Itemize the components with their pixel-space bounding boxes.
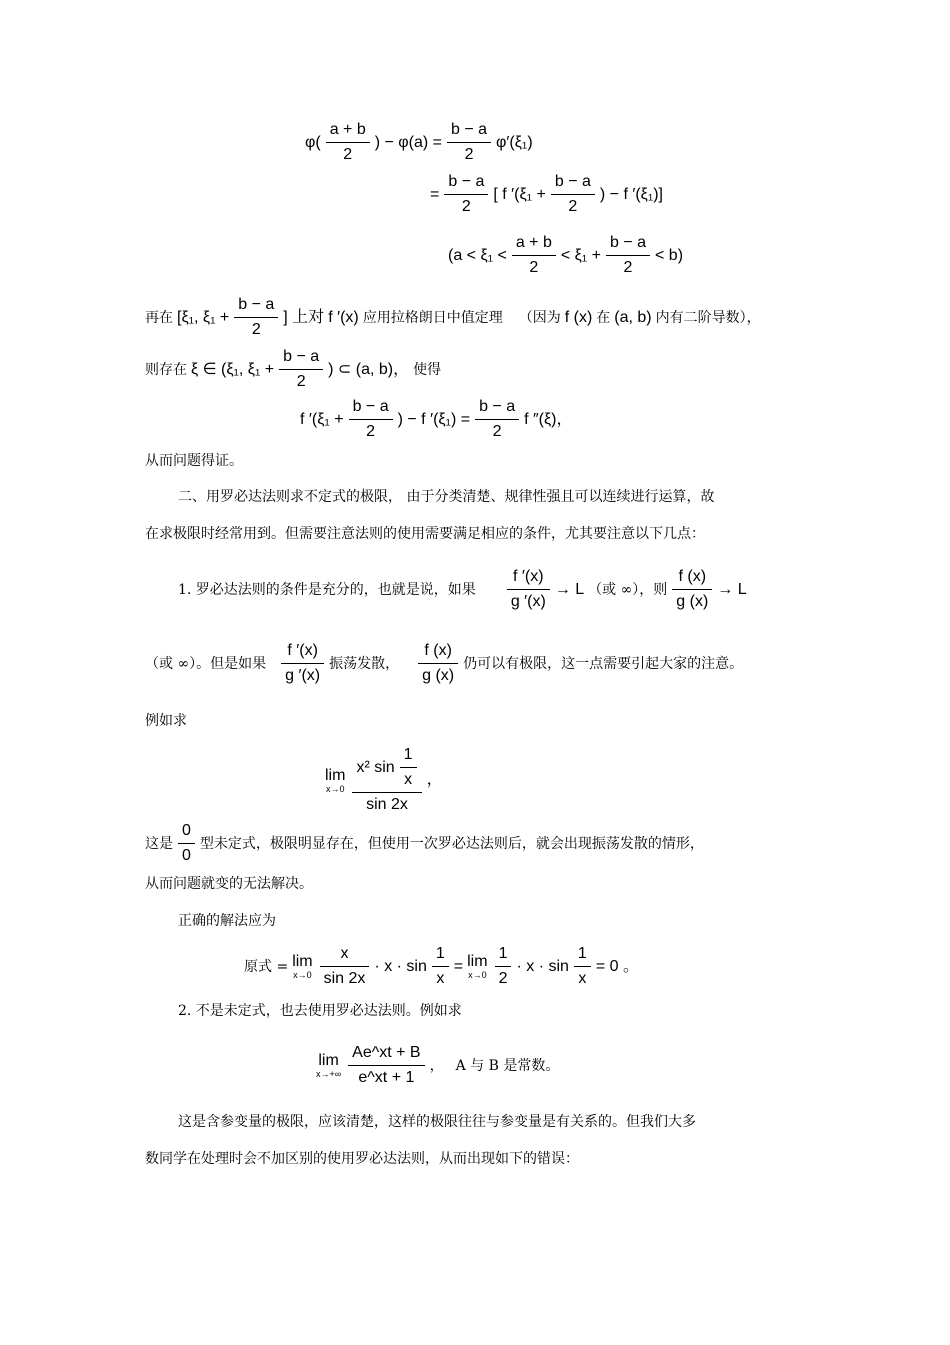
fraction [434, 944, 447, 989]
fraction [576, 944, 589, 989]
text: 型未定式，极限明显存在，但使用一次罗必达法则后，就会出现振荡发散的情形， [199, 835, 704, 852]
text: 仍可以有极限，这一点需要引起大家的注意。 [463, 655, 744, 672]
eq1-lhs: φ( [305, 133, 321, 151]
paragraph-proved: 从而问题得证。 [145, 453, 243, 469]
eq3-a: (a < ξ₁ < [448, 246, 507, 264]
limit [325, 767, 345, 794]
denominator: 2 [279, 369, 323, 392]
denominator: 2 [512, 255, 556, 278]
lim-label: lim [325, 766, 346, 784]
math: f ′(x) [328, 308, 359, 326]
denominator: 2 [326, 142, 370, 165]
item-1 [178, 567, 747, 612]
numerator: b − a [609, 234, 647, 251]
fraction [283, 641, 322, 686]
lim-label: lim [318, 1052, 339, 1069]
eq5-tail: ， [426, 771, 443, 788]
numerator: 1 [577, 945, 587, 962]
text: 应用拉格朗日中值定理 [362, 309, 503, 326]
fraction [322, 944, 368, 989]
denominator: 2 [551, 194, 595, 217]
lim-label: lim [292, 953, 313, 970]
numerator: b − a [283, 348, 320, 365]
denominator: 0 [178, 843, 195, 866]
equation-3 [448, 233, 683, 278]
paragraph-line-1 [145, 295, 761, 340]
num-text: x² sin [356, 758, 395, 776]
eq1-tail: φ′(ξ₁) [496, 133, 533, 151]
numerator: x [340, 945, 349, 962]
math: = [453, 957, 464, 975]
denominator: x [400, 767, 417, 790]
lim-subscript: x→+∞ [316, 1069, 342, 1079]
denominator: g ′(x) [281, 663, 324, 686]
math: ] 上对 [283, 308, 325, 326]
text: 使得 [413, 361, 442, 378]
numerator: 1 [403, 746, 413, 763]
text: 在 [596, 309, 611, 326]
text: 再在 [145, 309, 173, 326]
denominator: 2 [475, 419, 519, 442]
math: ξ ∈ (ξ₁, ξ₁ + [191, 360, 275, 378]
text: 内有二阶导数）， [655, 309, 761, 326]
paragraph-zero-over-zero [145, 821, 704, 866]
paragraph-parameter-line-2: 数同学在处理时会不加区别的使用罗必达法则，从而出现如下的错误： [145, 1151, 579, 1167]
numerator [354, 745, 419, 792]
numerator: b − a [238, 296, 275, 313]
text: 则存在 [145, 361, 187, 378]
numerator: f ′(x) [513, 568, 544, 585]
fraction [350, 1043, 422, 1088]
math: → L [554, 580, 585, 598]
eq2-tail: ) − f ′(ξ₁)] [599, 185, 663, 203]
numerator: 1 [498, 945, 508, 962]
eq6-lead: 原式 = [244, 958, 289, 975]
numerator: Ae^xt + B [352, 1044, 421, 1061]
math: = 0 。 [595, 957, 639, 975]
denominator: g (x) [418, 663, 458, 686]
lim-subscript: x→0 [468, 970, 487, 980]
fraction [446, 172, 486, 217]
numerator: a + b [329, 121, 366, 138]
denominator: 2 [234, 317, 278, 340]
paragraph-parameter-line-1: 这是含参变量的极限，应该清楚，这样的极限往往与参变量是有关系的。但我们大多 [178, 1114, 696, 1130]
denominator: sin 2x [320, 966, 370, 989]
equation-4 [300, 397, 573, 442]
math: · x · sin [374, 957, 427, 975]
numerator: b − a [448, 173, 485, 190]
eq4-c: f ″(ξ)， [524, 410, 573, 428]
item-1-continued [145, 641, 743, 686]
denominator: e^xt + 1 [348, 1065, 424, 1088]
math: ) ⊂ (a, b)， [328, 360, 410, 378]
fraction [236, 295, 276, 340]
text: （或 ∞）。但是如果 [145, 655, 267, 672]
lim-label: lim [467, 953, 488, 970]
eq4-a: f ′(ξ₁ + [300, 410, 344, 428]
denominator: 2 [349, 419, 393, 442]
item-2: 2. 不是未定式，也去使用罗必达法则。例如求 [178, 1003, 462, 1019]
equation-5 [325, 745, 443, 815]
numerator: 1 [435, 945, 445, 962]
numerator: b − a [554, 173, 591, 190]
denominator: x [432, 966, 449, 989]
eq2-lead: = [430, 185, 440, 203]
section-two-line-1: 二、用罗必达法则求不定式的极限， 由于分类清楚、规律性强且可以连续进行运算，故 [178, 489, 715, 505]
text: 这是 [145, 835, 173, 852]
equation-6 [244, 944, 639, 989]
limit [467, 953, 487, 980]
eq3-c: < b) [655, 246, 684, 264]
eq1-mid: ) − φ(a) = [374, 133, 443, 151]
equation-1 [305, 120, 533, 165]
numerator: f (x) [424, 642, 452, 659]
denominator: x [574, 966, 591, 989]
limit [316, 1052, 341, 1079]
section-two-line-2: 在求极限时经常用到。但需要注意法则的使用需要满足相应的条件，尤其要注意以下几点： [145, 526, 705, 542]
example-intro: 例如求 [145, 713, 187, 729]
paragraph-line-2 [145, 347, 441, 392]
eq2-mid: [ f ′(ξ₁ + [493, 185, 546, 203]
fraction [281, 347, 321, 392]
text: 振荡发散， [329, 655, 400, 672]
eq3-b: < ξ₁ + [560, 246, 601, 264]
fraction [180, 821, 193, 866]
fraction [509, 567, 548, 612]
numerator: 0 [182, 822, 191, 839]
math: [ξ₁, ξ₁ + [177, 308, 230, 326]
numerator: b − a [479, 398, 516, 415]
lim-subscript: x→0 [325, 783, 345, 794]
limit [292, 953, 312, 980]
math: · x · sin [516, 957, 569, 975]
numerator: f ′(x) [287, 642, 318, 659]
paragraph-correct-solution: 正确的解法应为 [178, 913, 276, 929]
text: （因为 [518, 309, 561, 326]
numerator: f (x) [678, 568, 707, 585]
fraction [608, 233, 648, 278]
denominator: g (x) [672, 589, 712, 612]
text: （或 ∞），则 [588, 581, 668, 598]
fraction [477, 397, 517, 442]
text: A 与 B 是常数。 [455, 1057, 560, 1074]
math: → L [717, 580, 747, 598]
fraction [553, 172, 593, 217]
math: f (x) [564, 308, 593, 326]
denominator: 2 [495, 966, 512, 989]
eq4-b: ) − f ′(ξ₁) = [397, 410, 471, 428]
numerator: b − a [451, 121, 488, 138]
denominator: 2 [444, 194, 488, 217]
denominator: g ′(x) [507, 589, 550, 612]
numerator: a + b [515, 234, 552, 251]
numerator: b − a [352, 398, 389, 415]
inner-fraction [402, 745, 415, 790]
fraction [449, 120, 489, 165]
equation-7 [316, 1043, 559, 1088]
text: 1. 罗必达法则的条件是充分的，也就是说，如果 [178, 581, 476, 598]
fraction [420, 641, 456, 686]
fraction [351, 397, 391, 442]
math: (a, b) [614, 308, 652, 326]
denominator: 2 [447, 142, 491, 165]
fraction [674, 567, 710, 612]
denominator: sin 2x [352, 792, 421, 815]
fraction [328, 120, 368, 165]
fraction [354, 745, 419, 815]
text: ， [429, 1057, 444, 1074]
fraction [514, 233, 554, 278]
denominator: 2 [606, 255, 650, 278]
paragraph-unsolvable: 从而问题就变的无法解决。 [145, 876, 313, 892]
fraction [497, 944, 510, 989]
equation-2 [430, 172, 663, 217]
lim-subscript: x→0 [293, 970, 312, 980]
